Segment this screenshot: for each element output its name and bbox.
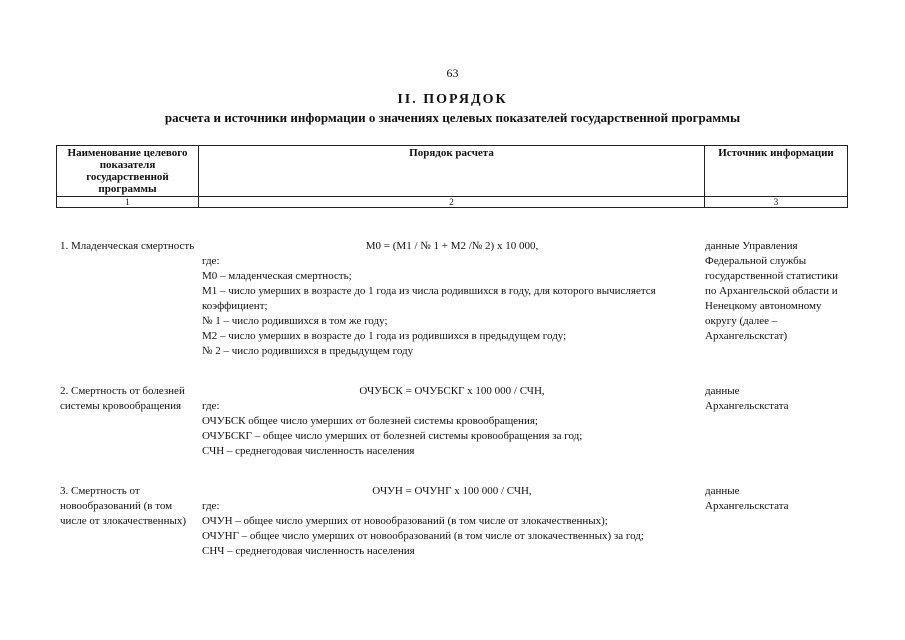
definition: ОЧУНГ – общее число умерших от новообразований (в том числе от злокачественных) за год; xyxy=(202,530,644,542)
indicator-name: 3. Смертность от новообразований (в том числе от злокачественных) xyxy=(60,485,187,527)
definition: № 2 – число родившихся в предыдущем году xyxy=(202,345,414,357)
definition: № 1 – число родившихся в том же году; xyxy=(202,315,388,327)
calculation xyxy=(202,239,702,359)
indicator-name: 2. Смертность от болезней системы кровообращения xyxy=(60,385,185,412)
section-subtitle: расчета и источники информации о значениях целевых показателей государственной программы xyxy=(164,110,741,125)
header-col-name: Наименование целевого показателя государственной программы xyxy=(57,146,199,197)
definition: СНЧ – среднегодовая численность населения xyxy=(202,545,415,557)
formula: ОЧУБСК = ОЧУБСКГ x 100 000 / СЧН, xyxy=(359,385,545,397)
formula: M0 = (M1 / № 1 + M2 /№ 2) x 10 000, xyxy=(365,240,539,252)
page-number: 63 xyxy=(446,66,459,80)
calculation xyxy=(202,484,702,559)
header-num-2: 2 xyxy=(199,197,705,208)
where-label: где: xyxy=(202,400,220,412)
indicator-name: 1. Младенческая смертность xyxy=(60,240,195,252)
info-source: данные Управления Федеральной службы государственной статистики по Архангельской области и Ненецкому автономному округу (далее – Архангельскстат) xyxy=(705,240,839,342)
header-num-3: 3 xyxy=(705,197,848,208)
header-col-source: Источник информации xyxy=(705,146,848,197)
header-col-calculation: Порядок расчета xyxy=(199,146,705,197)
definition: M2 – число умерших в возрасте до 1 года из родившихся в предыдущем году; xyxy=(202,330,567,342)
table-header xyxy=(56,145,848,208)
info-source: данные Архангельскстата xyxy=(705,385,789,412)
definition: ОЧУБСК общее число умерших от болезней системы кровообращения; xyxy=(202,415,538,427)
where-label: где: xyxy=(202,500,220,512)
formula: ОЧУН = ОЧУНГ x 100 000 / СЧН, xyxy=(372,485,532,497)
definition: M1 – число умерших в возрасте до 1 года из числа родившихся в году, для которого вычисляется коэффициент; xyxy=(202,285,656,312)
calculation xyxy=(202,384,702,459)
definition: ОЧУН – общее число умерших от новообразований (в том числе от злокачественных); xyxy=(202,515,608,527)
definition: ОЧУБСКГ – общее число умерших от болезней системы кровообращения за год; xyxy=(202,430,583,442)
definition: M0 – младенческая смертность; xyxy=(202,270,352,282)
section-title: II. ПОРЯДОК xyxy=(397,92,508,107)
info-source: данные Архангельскстата xyxy=(705,485,789,512)
where-label: где: xyxy=(202,255,220,267)
definition: СЧН – среднегодовая численность населения xyxy=(202,445,415,457)
header-num-1: 1 xyxy=(57,197,199,208)
